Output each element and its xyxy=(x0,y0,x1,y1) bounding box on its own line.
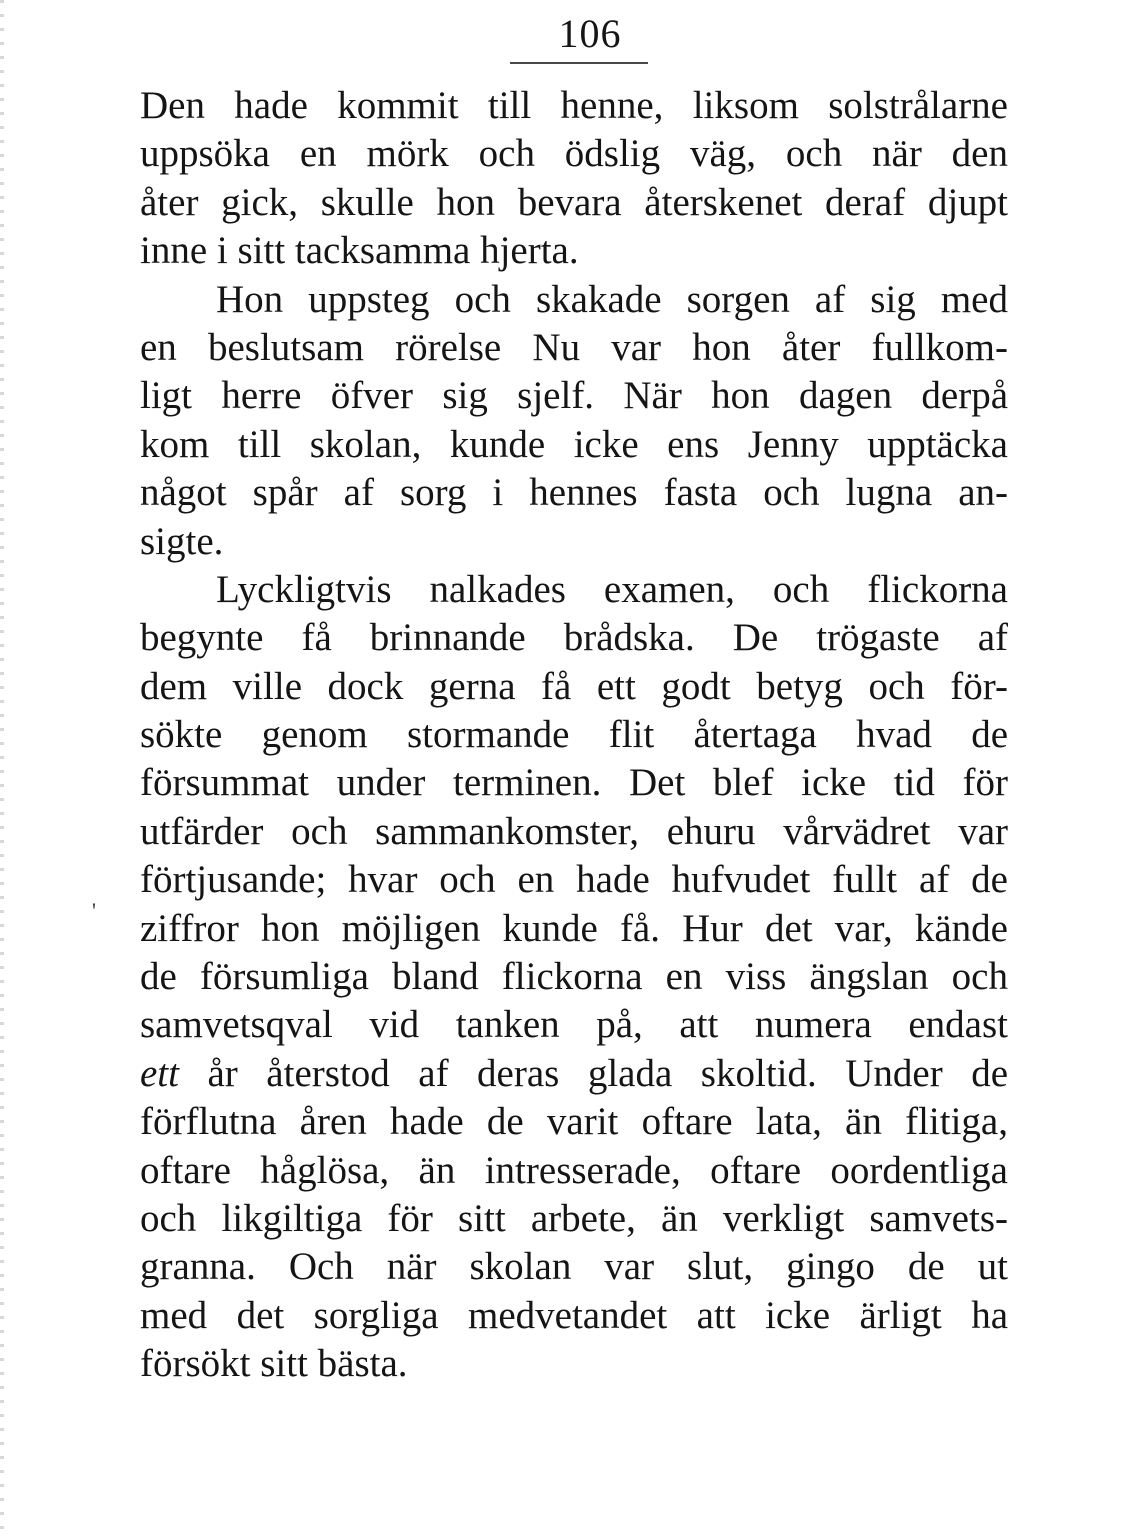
text-line: ligt herre öfver sig sjelf. När hon dagen derpå xyxy=(140,374,1008,418)
text-line: uppsöka en mörk och ödslig väg, och när den xyxy=(140,132,1008,176)
text-line: försummat under terminen. Det blef icke tid för xyxy=(140,761,1008,805)
text-line: begynte få brinnande brådska. De trögaste af xyxy=(140,616,1008,660)
text-line: något spår af sorg i hennes fasta och lugna an- xyxy=(140,471,1008,515)
text-line: och likgiltiga för sitt arbete, än verkligt samvets- xyxy=(140,1196,1008,1240)
header-rule xyxy=(510,62,648,64)
text-line: samvetsqval vid tanken på, att numera endast xyxy=(140,1003,1008,1047)
text-line: åter gick, skulle hon bevara återskenet deraf djupt xyxy=(140,180,1008,224)
text-line: sökte genom stormande flit återtaga hvad de xyxy=(140,713,1008,757)
text-line: Lyckligtvis nalkades examen, och flickorna xyxy=(216,567,1008,611)
text-line: kom till skolan, kunde icke ens Jenny upptäcka xyxy=(140,422,1008,466)
italic-word: ett xyxy=(140,1051,179,1095)
text-line: Den hade kommit till henne, liksom solstrålarne xyxy=(140,84,1008,127)
text-line: inne i sitt tacksamma hjerta. xyxy=(140,229,579,273)
text-line: oftare håglösa, än intresserade, oftare oordentliga xyxy=(140,1148,1008,1192)
text-line: förtjusande; hvar och en hade hufvudet fullt af de xyxy=(140,858,1008,902)
text-line: de försumliga bland flickorna en viss ängslan och xyxy=(140,955,1008,999)
text-line: med det sorgliga medvetandet att icke ärligt ha xyxy=(140,1293,1008,1337)
text-line: Hon uppsteg och skakade sorgen af sig med xyxy=(216,277,1008,321)
text-line: ziffror hon möjligen kunde få. Hur det var, kände xyxy=(140,906,1008,950)
text-line: granna. Och när skolan var slut, gingo de ut xyxy=(140,1245,1008,1289)
body-text xyxy=(140,82,1008,1389)
text-line-rest: år återstod af deras glada skoltid. Under de xyxy=(207,1051,1008,1095)
text-line: försökt sitt bästa. xyxy=(140,1342,408,1386)
text-line: dem ville dock gerna få ett godt betyg och för- xyxy=(140,664,1008,708)
text-line: sigte. xyxy=(140,519,224,563)
margin-mark: ' xyxy=(92,898,96,923)
page-number: 106 xyxy=(558,11,622,56)
scan-edge-artifact xyxy=(0,0,4,1536)
text-line: förflutna åren hade de varit oftare lata, än flitiga, xyxy=(140,1100,1008,1144)
text-line: utfärder och sammankomster, ehuru vårvädret var xyxy=(140,809,1008,853)
text-line-with-italic xyxy=(140,1050,1008,1098)
text-line: en beslutsam rörelse Nu var hon åter fullkom- xyxy=(140,325,1008,369)
